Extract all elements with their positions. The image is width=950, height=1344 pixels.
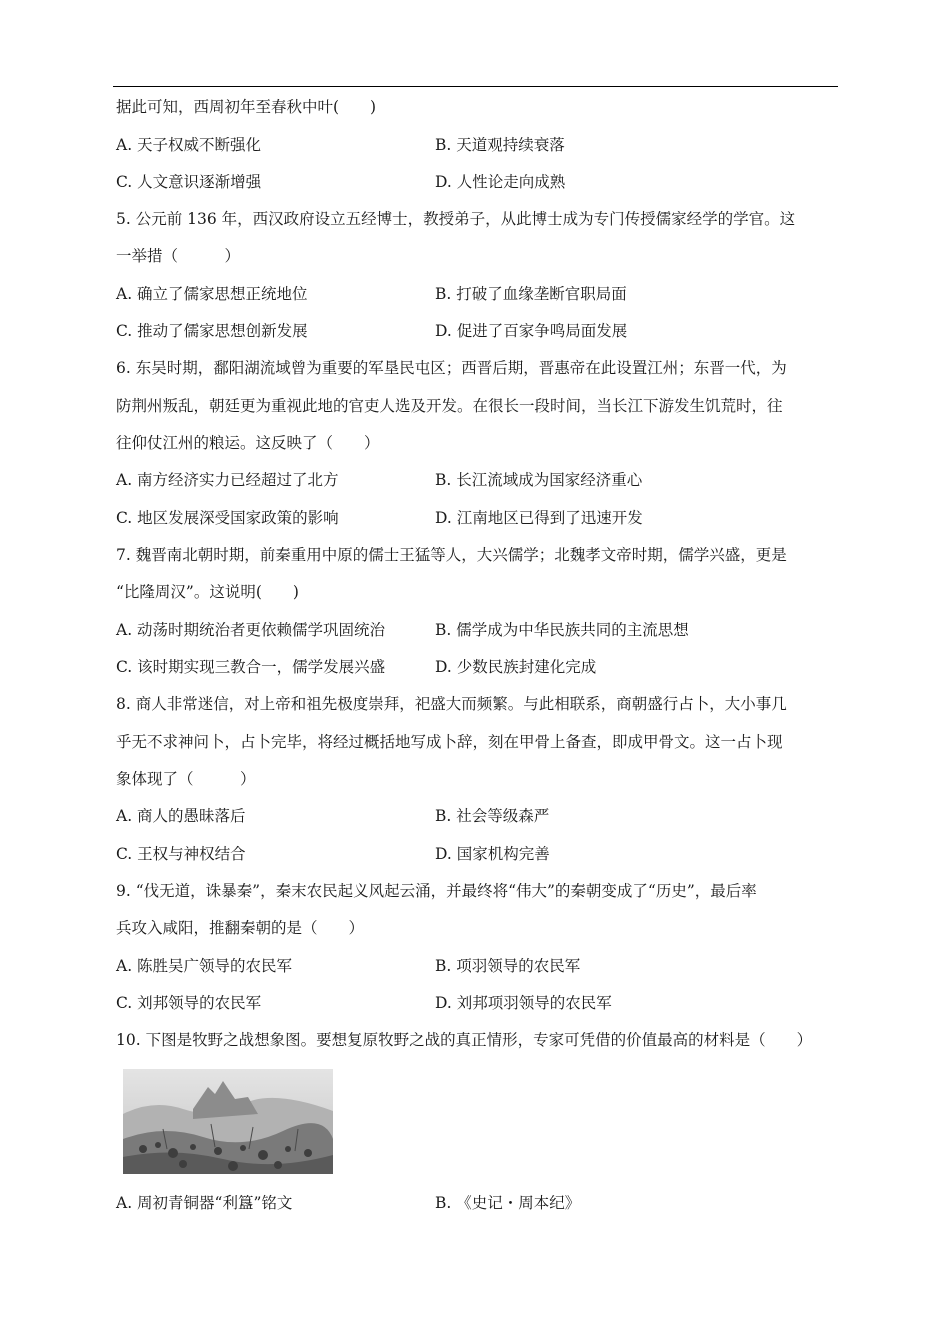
q7-option-a: A. 动荡时期统治者更依赖儒学巩固统治 xyxy=(116,621,386,639)
q6-option-c: C. 地区发展深受国家政策的影响 xyxy=(116,509,339,527)
q6-option-b: B. 长江流域成为国家经济重心 xyxy=(435,471,643,489)
q8-option-b: B. 社会等级森严 xyxy=(435,807,550,825)
q5-stem-line-1: 5. 公元前 136 年，西汉政府设立五经博士，教授弟子，从此博士成为专门传授儒家经学的学官。这 xyxy=(116,210,796,228)
option-c: C. 人文意识逐渐增强 xyxy=(116,173,262,191)
q7-option-b: B. 儒学成为中华民族共同的主流思想 xyxy=(435,621,689,639)
q10-option-a: A. 周初青铜器“利簋”铭文 xyxy=(116,1194,293,1212)
header-rule xyxy=(113,86,838,87)
q8-option-d: D. 国家机构完善 xyxy=(435,845,550,863)
option-d: D. 人性论走向成熟 xyxy=(435,173,566,191)
q8-option-a: A. 商人的愚昧落后 xyxy=(116,807,246,825)
q6-option-a: A. 南方经济实力已经超过了北方 xyxy=(116,471,339,489)
q8-stem-line-1: 8. 商人非常迷信，对上帝和祖先极度崇拜，祀盛大而频繁。与此相联系，商朝盛行占卜，大小事几 xyxy=(116,695,787,713)
q9-option-a: A. 陈胜吴广领导的农民军 xyxy=(116,957,293,975)
q7-stem-line-2: “比隆周汉”。这说明( ) xyxy=(116,583,299,601)
q5-option-a: A. 确立了儒家思想正统地位 xyxy=(116,285,308,303)
question-stem-continuation: 据此可知，西周初年至春秋中叶( ) xyxy=(116,98,377,116)
battle-scene-image xyxy=(123,1069,333,1174)
q8-option-c: C. 王权与神权结合 xyxy=(116,845,246,863)
q6-stem-line-1: 6. 东吴时期，鄱阳湖流域曾为重要的军垦民屯区；西晋后期，晋惠帝在此设置江州；东晋一代，为 xyxy=(116,359,787,377)
option-a: A. 天子权威不断强化 xyxy=(116,136,262,154)
q5-stem-line-2: 一举措（ ） xyxy=(116,247,241,265)
q5-option-c: C. 推动了儒家思想创新发展 xyxy=(116,322,308,340)
q6-option-d: D. 江南地区已得到了迅速开发 xyxy=(435,509,643,527)
q9-option-b: B. 项羽领导的农民军 xyxy=(435,957,581,975)
q9-option-d: D. 刘邦项羽领导的农民军 xyxy=(435,994,612,1012)
q9-stem-line-1: 9. “伐无道，诛暴秦”，秦末农民起义风起云涌，并最终将“伟大”的秦朝变成了“历史”，最后率 xyxy=(116,882,757,900)
q5-option-b: B. 打破了血缘垄断官职局面 xyxy=(435,285,627,303)
q8-stem-line-2: 乎无不求神问卜，占卜完毕，将经过概括地写成卜辞，刻在甲骨上备查，即成甲骨文。这一占卜现 xyxy=(116,733,783,751)
option-b: B. 天道观持续衰落 xyxy=(435,136,565,154)
q7-option-d: D. 少数民族封建化完成 xyxy=(435,658,597,676)
q9-option-c: C. 刘邦领导的农民军 xyxy=(116,994,262,1012)
q7-option-c: C. 该时期实现三教合一，儒学发展兴盛 xyxy=(116,658,386,676)
q8-stem-line-3: 象体现了（ ） xyxy=(116,770,256,788)
q9-stem-line-2: 兵攻入咸阳，推翻秦朝的是（ ） xyxy=(116,919,365,937)
q5-option-d: D. 促进了百家争鸣局面发展 xyxy=(435,322,628,340)
muye-battle-illustration xyxy=(123,1069,333,1174)
q6-stem-line-2: 防荆州叛乱，朝廷更为重视此地的官吏人选及开发。在很长一段时间，当长江下游发生饥荒时，往 xyxy=(116,397,783,415)
q7-stem-line-1: 7. 魏晋南北朝时期，前秦重用中原的儒士王猛等人，大兴儒学；北魏孝文帝时期，儒学兴盛，更是 xyxy=(116,546,787,564)
q10-stem-line-1: 10. 下图是牧野之战想象图。要想复原牧野之战的真正情形，专家可凭借的价值最高的材料是（ ） xyxy=(116,1031,813,1049)
q6-stem-line-3: 往仰仗江州的粮运。这反映了（ ） xyxy=(116,434,380,452)
q10-option-b: B. 《史记・周本纪》 xyxy=(435,1194,581,1212)
